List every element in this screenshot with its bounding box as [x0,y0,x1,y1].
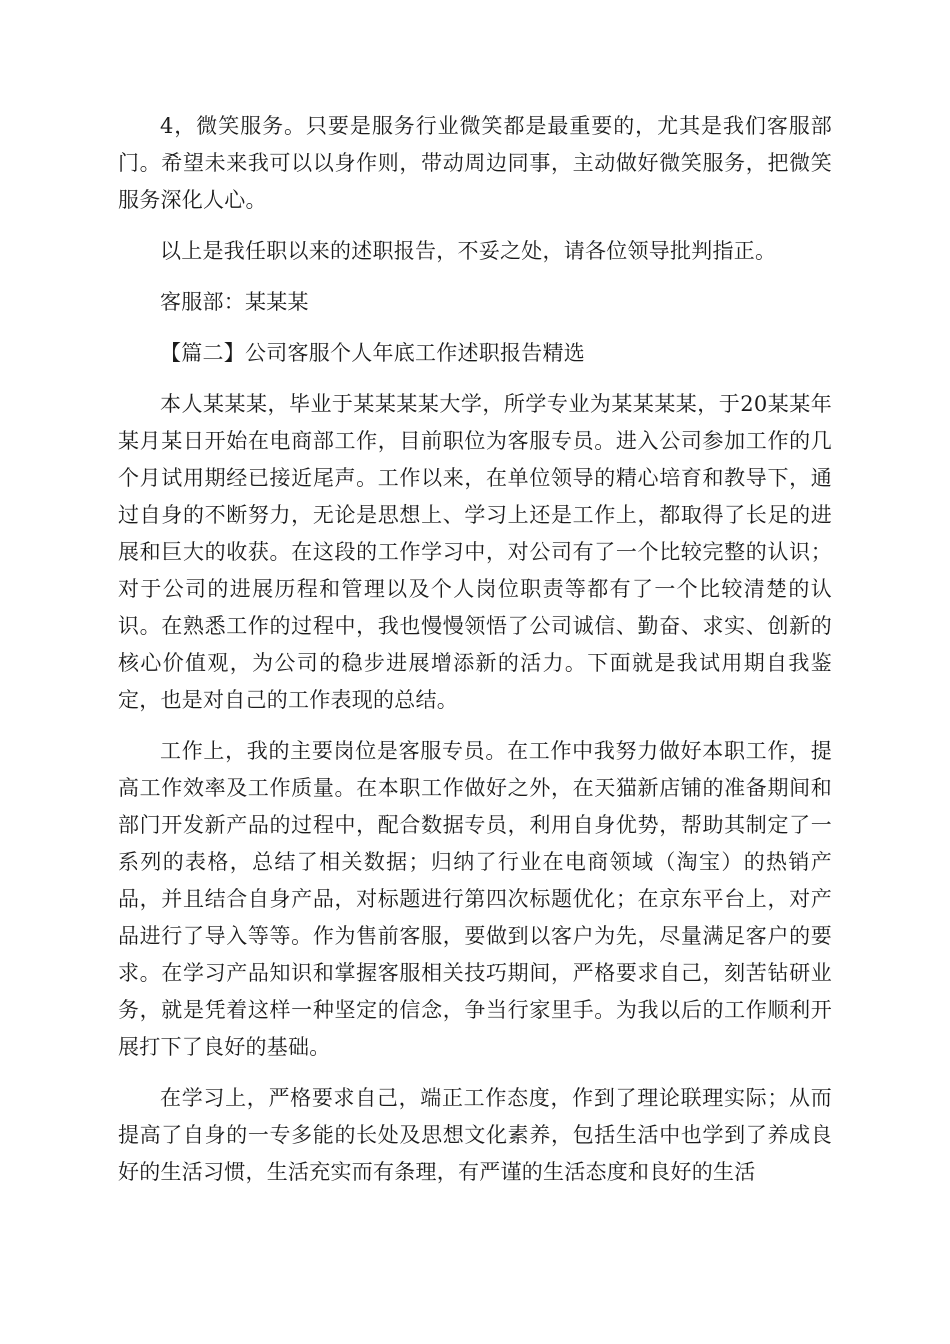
document-page [118,108,832,1205]
paragraph-introduction: 本人某某某，毕业于某某某某大学，所学专业为某某某某，于20某某年某月某日开始在电商部工作，目前职位为客服专员。进入公司参加工作的几个月试用期经已接近尾声。工作以来，在单位领导的精心培育和教导下，通过自身的不断努力，无论是思想上、学习上还是工作上，都取得了长足的进展和巨大的收获。在这段的工作学习中，对公司有了一个比较完整的认识；对于公司的进展历程和管理以及个人岗位职责等都有了一个比较清楚的认识。在熟悉工作的过程中，我也慢慢领悟了公司诚信、勤奋、求实、创新的核心价值观，为公司的稳步进展增添新的活力。下面就是我试用期自我鉴定，也是对自己的工作表现的总结。 [118,392,832,712]
section-heading: 【篇二】公司客服个人年底工作述职报告精选 [160,341,585,365]
paragraph-closing: 以上是我任职以来的述职报告，不妥之处，请各位领导批判指正。 [160,239,777,263]
paragraph-work: 工作上，我的主要岗位是客服专员。在工作中我努力做好本职工作，提高工作效率及工作质量。在本职工作做好之外，在天猫新店铺的准备期间和部门开发新产品的过程中，配合数据专员，利用自身优势，帮助其制定了一系列的表格，总结了相关数据；归纳了行业在电商领域（淘宝）的热销产品，并且结合自身产品，对标题进行第四次标题优化；在京东平台上，对产品进行了导入等等。作为售前客服，要做到以客户为先，尽量满足客户的要求。在学习产品知识和掌握客服相关技巧期间，严格要求自己，刻苦钻研业务，就是凭着这样一种坚定的信念，争当行家里手。为我以后的工作顺利开展打下了良好的基础。 [118,739,832,1059]
paragraph-smile-service: 4，微笑服务。只要是服务行业微笑都是最重要的，尤其是我们客服部门。希望未来我可以以身作则，带动周边同事，主动做好微笑服务，把微笑服务深化人心。 [118,114,832,212]
paragraph-study: 在学习上，严格要求自己，端正工作态度，作到了理论联理实际；从而提高了自身的一专多能的长处及思想文化素养，包括生活中也学到了养成良好的生活习惯，生活充实而有条理，有严谨的生活态度和良好的生活 [118,1086,832,1184]
paragraph-signature: 客服部：某某某 [160,290,309,314]
